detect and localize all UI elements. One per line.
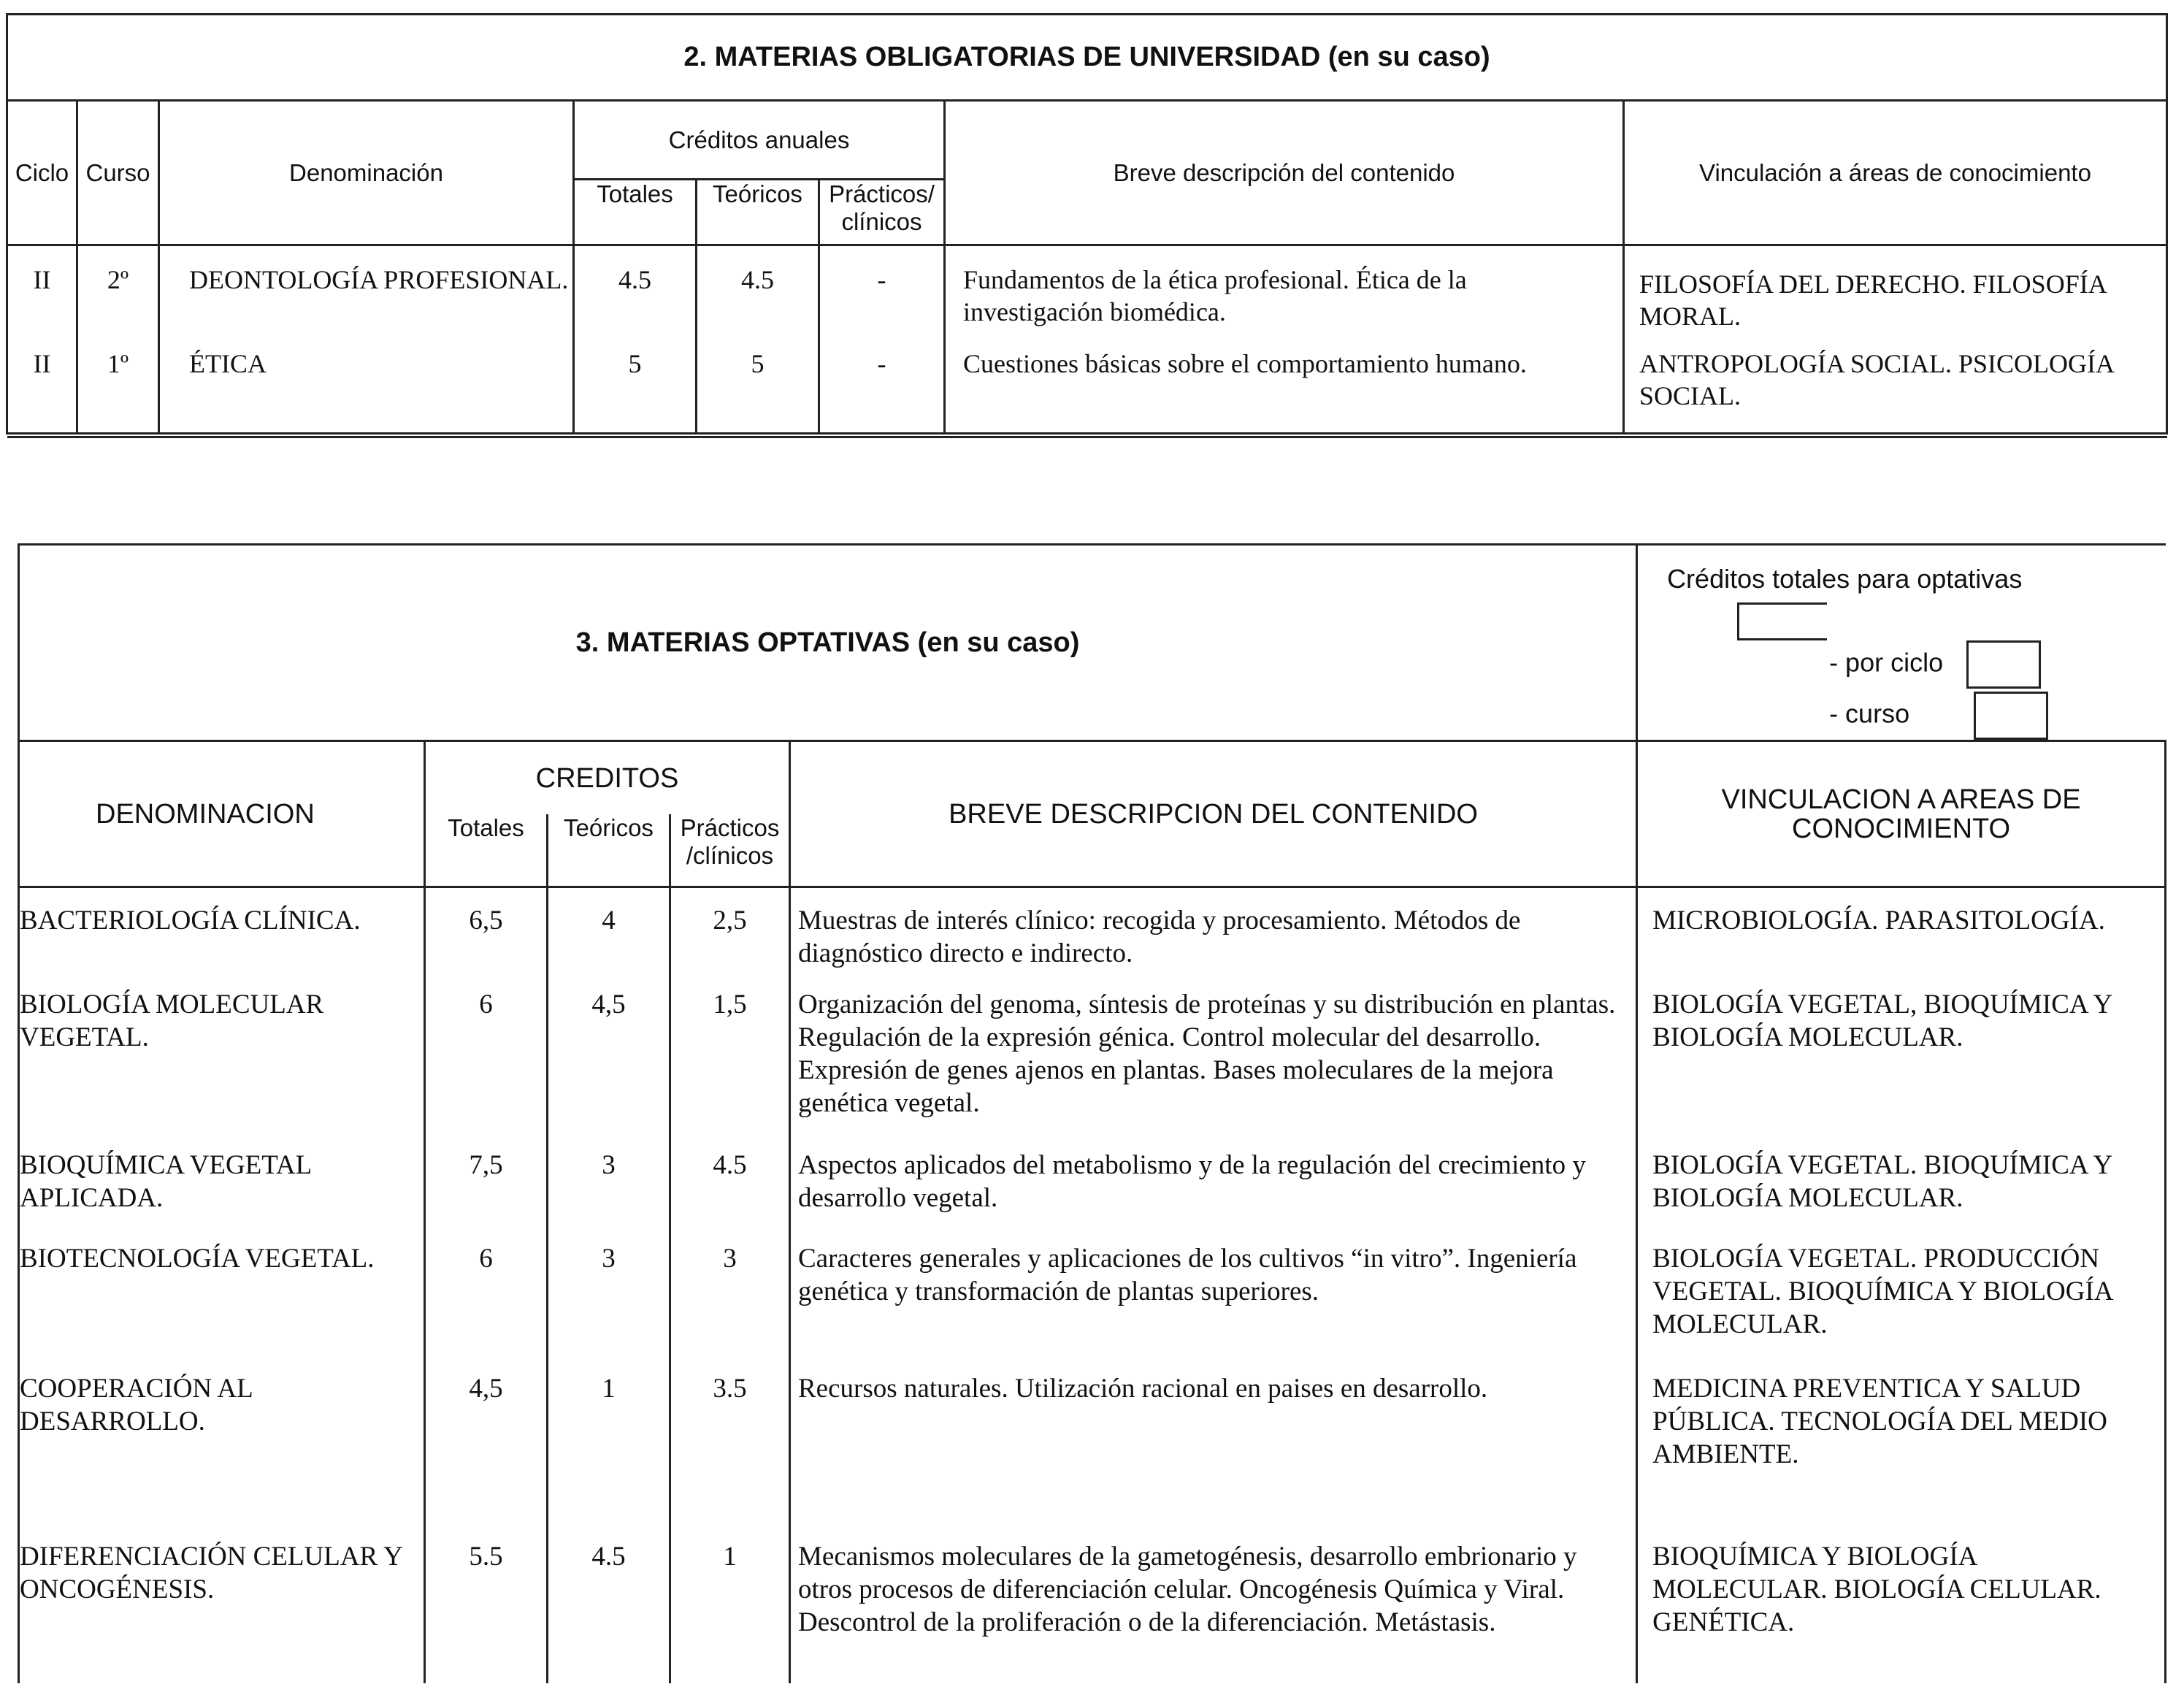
row2-vinculacion: ANTROPOLOGÍA SOCIAL. PSICOLOGÍA SOCIAL.: [1624, 340, 2167, 434]
row2-denominacion: ÉTICA: [159, 340, 574, 434]
header-practicos: Prácticos/ clínicos: [819, 180, 945, 245]
section2-title: 2. MATERIAS OBLIGATORIAS DE UNIVERSIDAD (en su caso): [7, 15, 2167, 101]
header-descripcion: Breve descripción del contenido: [945, 101, 1624, 245]
header-totales-opt: Totales: [425, 814, 548, 887]
por-ciclo-label: - por ciclo: [1829, 648, 1944, 678]
opt-row1-vinculacion: MICROBIOLOGÍA. PARASITOLOGÍA.: [1637, 887, 2166, 984]
opt-row3-denominacion: BIOQUÍMICA VEGETAL APLICADA.: [19, 1149, 425, 1242]
opt-row2-vinculacion: BIOLOGÍA VEGETAL, BIOQUÍMICA Y BIOLOGÍA MOLECULAR.: [1637, 984, 2166, 1149]
header-vinculacion-opt: VINCULACION A AREAS DE CONOCIMIENTO: [1637, 741, 2166, 887]
opt-row2-descripcion: Organización del genoma, síntesis de proteínas y su distribución en plantas. Regulación de la expresión génica. Control molecular del desarrollo. Expresión de genes ajenos en plantas. Bases moleculares de la mejora genética vegetal.: [790, 984, 1637, 1149]
opt-row6-descripcion: Mecanismos moleculares de la gametogénesis, desarrollo embrionario y otros procesos de diferenciación celular. Oncogénesis Química y Viral. Descontrol de la proliferación o de la diferenciación. Metástasis.: [790, 1540, 1637, 1683]
opt-row2-practicos: 1,5: [670, 984, 790, 1149]
opt-row3-vinculacion: BIOLOGÍA VEGETAL. BIOQUÍMICA Y BIOLOGÍA MOLECULAR.: [1637, 1149, 2166, 1242]
header-totales: Totales: [574, 180, 697, 245]
row1-ciclo: II: [7, 245, 77, 340]
header-denominacion-opt: DENOMINACION: [19, 741, 425, 887]
opt-row4-denominacion: BIOTECNOLOGÍA VEGETAL.: [19, 1242, 425, 1372]
creditos-totales-box: [1737, 602, 1827, 640]
row1-teoricos: 4.5: [697, 245, 819, 340]
section3-title: 3. MATERIAS OPTATIVAS (en su caso): [19, 545, 1637, 741]
row2-descripcion: Cuestiones básicas sobre el comportamiento humano.: [945, 340, 1624, 434]
por-ciclo-box: [1966, 640, 2041, 689]
row2-ciclo: II: [7, 340, 77, 434]
creditos-optativas-panel: [1637, 545, 2166, 741]
header-denominacion: Denominación: [159, 101, 574, 245]
header-descripcion-opt: BREVE DESCRIPCION DEL CONTENIDO: [790, 741, 1637, 887]
row1-vinculacion: FILOSOFÍA DEL DERECHO. FILOSOFÍA MORAL.: [1624, 245, 2167, 340]
opt-row6-teoricos: 4.5: [548, 1540, 670, 1683]
optativas-table: [18, 543, 2166, 1683]
opt-row5-vinculacion: MEDICINA PREVENTICA Y SALUD PÚBLICA. TECNOLOGÍA DEL MEDIO AMBIENTE.: [1637, 1372, 2166, 1540]
opt-row4-teoricos: 3: [548, 1242, 670, 1372]
opt-row1-teoricos: 4: [548, 887, 670, 984]
opt-row3-practicos: 4.5: [670, 1149, 790, 1242]
row1-denominacion: DEONTOLOGÍA PROFESIONAL.: [159, 245, 574, 340]
row2-curso: 1º: [77, 340, 159, 434]
header-teoricos-opt: Teóricos: [548, 814, 670, 887]
row2-practicos: -: [819, 340, 945, 434]
opt-row1-practicos: 2,5: [670, 887, 790, 984]
opt-row4-descripcion: Caracteres generales y aplicaciones de los cultivos “in vitro”. Ingeniería genética y transformación de plantas superiores.: [790, 1242, 1637, 1372]
header-practicos-opt: Prácticos /clínicos: [670, 814, 790, 887]
header-creditos-opt: CREDITOS: [425, 741, 790, 814]
header-ciclo: Ciclo: [7, 101, 77, 245]
opt-row2-teoricos: 4,5: [548, 984, 670, 1149]
creditos-totales-label: Créditos totales para optativas: [1667, 559, 2166, 640]
obligatorias-table: [6, 13, 2168, 438]
header-curso: Curso: [77, 101, 159, 245]
curso-label: - curso: [1829, 699, 1910, 729]
opt-row1-denominacion: BACTERIOLOGÍA CLÍNICA.: [19, 887, 425, 984]
opt-row1-totales: 6,5: [425, 887, 548, 984]
opt-row6-totales: 5.5: [425, 1540, 548, 1683]
opt-row1-descripcion: Muestras de interés clínico: recogida y procesamiento. Métodos de diagnóstico directo e indirecto.: [790, 887, 1637, 984]
opt-row5-denominacion: COOPERACIÓN AL DESARROLLO.: [19, 1372, 425, 1540]
opt-row6-denominacion: DIFERENCIACIÓN CELULAR Y ONCOGÉNESIS.: [19, 1540, 425, 1683]
row1-practicos: -: [819, 245, 945, 340]
opt-row5-descripcion: Recursos naturales. Utilización racional en paises en desarrollo.: [790, 1372, 1637, 1540]
opt-row5-totales: 4,5: [425, 1372, 548, 1540]
opt-row5-practicos: 3.5: [670, 1372, 790, 1540]
row2-totales: 5: [574, 340, 697, 434]
opt-row2-denominacion: BIOLOGÍA MOLECULAR VEGETAL.: [19, 984, 425, 1149]
opt-row3-totales: 7,5: [425, 1149, 548, 1242]
row1-totales: 4.5: [574, 245, 697, 340]
opt-row4-vinculacion: BIOLOGÍA VEGETAL. PRODUCCIÓN VEGETAL. BIOQUÍMICA Y BIOLOGÍA MOLECULAR.: [1637, 1242, 2166, 1372]
opt-row2-totales: 6: [425, 984, 548, 1149]
curso-box: [1974, 692, 2048, 740]
opt-row3-teoricos: 3: [548, 1149, 670, 1242]
header-creditos-anuales: Créditos anuales: [574, 101, 945, 180]
opt-row3-descripcion: Aspectos aplicados del metabolismo y de la regulación del crecimiento y desarrollo vegetal.: [790, 1149, 1637, 1242]
row2-teoricos: 5: [697, 340, 819, 434]
opt-row5-teoricos: 1: [548, 1372, 670, 1540]
header-teoricos: Teóricos: [697, 180, 819, 245]
opt-row4-practicos: 3: [670, 1242, 790, 1372]
opt-row6-vinculacion: BIOQUÍMICA Y BIOLOGÍA MOLECULAR. BIOLOGÍA CELULAR. GENÉTICA.: [1637, 1540, 2166, 1683]
opt-row4-totales: 6: [425, 1242, 548, 1372]
header-vinculacion: Vinculación a áreas de conocimiento: [1624, 101, 2167, 245]
row1-descripcion: Fundamentos de la ética profesional. Ética de la investigación biomédica.: [945, 245, 1624, 340]
opt-row6-practicos: 1: [670, 1540, 790, 1683]
row1-curso: 2º: [77, 245, 159, 340]
